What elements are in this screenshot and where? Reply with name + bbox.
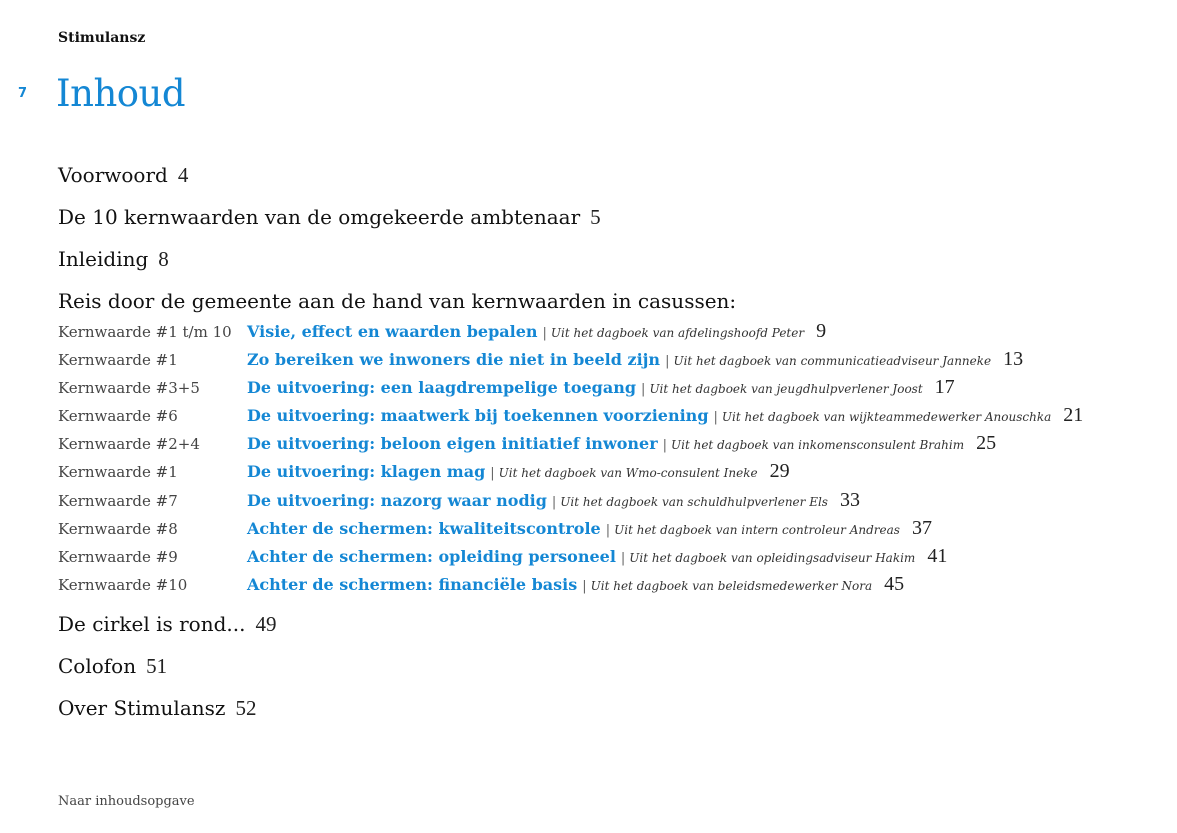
- diary-caption: Uit het dagboek van communicatieadviseur Janneke: [673, 354, 992, 368]
- diary-caption: Uit het dagboek van afdelingshoofd Peter: [550, 326, 805, 340]
- toc-entry-label: Colofon: [58, 654, 137, 678]
- toc-entry-page: 52: [235, 696, 257, 720]
- diary-caption: Uit het dagboek van beleidsmedewerker Nora: [590, 579, 873, 593]
- case-page: 41: [927, 545, 948, 567]
- case-row: [58, 404, 1083, 426]
- case-row: [58, 348, 1023, 370]
- toc-entry-kernwaarden[interactable]: [58, 205, 601, 230]
- diary-caption: Uit het dagboek van wijkteammedewerker Anouschka: [721, 410, 1052, 424]
- diary-caption: Uit het dagboek van inkomensconsulent Brahim: [671, 438, 965, 452]
- toc-entry-over-stimulansz[interactable]: [58, 696, 256, 721]
- separator: |: [582, 579, 587, 594]
- case-topic-link[interactable]: Achter de schermen: financiële basis: [247, 575, 578, 594]
- diary-caption: Uit het dagboek van intern controleur Andreas: [614, 523, 900, 537]
- case-row: [58, 517, 932, 539]
- separator: |: [542, 326, 547, 341]
- case-row: [58, 320, 826, 342]
- case-row: [58, 545, 947, 567]
- kernwaarde-label: Kernwaarde #10: [58, 576, 188, 594]
- toc-entry-label: Inleiding: [58, 247, 149, 271]
- separator: |: [490, 466, 495, 481]
- kernwaarde-label: Kernwaarde #1 t/m 10: [58, 323, 232, 341]
- case-page: 25: [976, 432, 997, 454]
- case-row: [58, 573, 904, 595]
- case-page: 21: [1063, 404, 1084, 426]
- kernwaarde-label: Kernwaarde #7: [58, 492, 178, 510]
- toc-entry-cirkel[interactable]: [58, 612, 276, 637]
- page-title: Inhoud: [56, 72, 186, 115]
- toc-entry-inleiding[interactable]: [58, 247, 169, 272]
- toc-entry-label: De cirkel is rond...: [58, 612, 246, 636]
- toc-entry-colofon[interactable]: [58, 654, 167, 679]
- separator: |: [551, 495, 557, 510]
- case-topic-link[interactable]: Zo bereiken we inwoners die niet in beeld zijn: [247, 350, 661, 369]
- separator: |: [665, 354, 670, 369]
- kernwaarde-label: Kernwaarde #9: [58, 548, 178, 566]
- case-page: 37: [911, 517, 932, 539]
- toc-entry-label: Over Stimulansz: [58, 696, 226, 720]
- separator: |: [713, 410, 718, 425]
- toc-entry-page: 5: [590, 205, 601, 229]
- diary-caption: Uit het dagboek van opleidingsadviseur Hakim: [629, 551, 916, 565]
- toc-entry-label: De 10 kernwaarden van de omgekeerde ambtenaar: [58, 205, 581, 229]
- case-page: 13: [1003, 348, 1024, 370]
- case-topic-link[interactable]: Achter de schermen: opleiding personeel: [247, 547, 616, 566]
- case-page: 29: [769, 460, 790, 482]
- brand-name: Stimulansz: [58, 30, 146, 46]
- toc-entry-page: 49: [255, 612, 277, 636]
- kernwaarde-label: Kernwaarde #3+5: [58, 379, 200, 397]
- case-topic-link[interactable]: De uitvoering: maatwerk bij toekennen voorziening: [247, 406, 709, 425]
- kernwaarde-label: Kernwaarde #2+4: [58, 435, 200, 453]
- toc-entry-page: 4: [177, 163, 189, 187]
- case-topic-link[interactable]: De uitvoering: beloon eigen initiatief inwoner: [247, 434, 658, 453]
- back-to-toc-link[interactable]: Naar inhoudsopgave: [58, 794, 195, 809]
- toc-entry-page: 51: [146, 654, 168, 678]
- toc-entry-label: Voorwoord: [58, 163, 168, 187]
- case-row: [58, 376, 955, 398]
- diary-caption: Uit het dagboek van jeugdhulpverlener Joost: [649, 382, 923, 396]
- kernwaarde-label: Kernwaarde #1: [58, 463, 178, 481]
- separator: |: [641, 382, 646, 397]
- kernwaarde-label: Kernwaarde #6: [58, 407, 178, 425]
- case-topic-link[interactable]: De uitvoering: nazorg waar nodig: [247, 491, 547, 510]
- case-page: 33: [839, 489, 860, 511]
- diary-caption: Uit het dagboek van schuldhulpverlener Els: [560, 495, 828, 509]
- case-topic-link[interactable]: Achter de schermen: kwaliteitscontrole: [247, 519, 601, 538]
- case-row: [58, 489, 860, 511]
- case-page: 17: [934, 376, 955, 398]
- kernwaarde-label: Kernwaarde #8: [58, 520, 178, 538]
- case-topic-link[interactable]: De uitvoering: een laagdrempelige toegang: [247, 378, 637, 397]
- toc-entry-voorwoord[interactable]: [58, 163, 188, 188]
- kernwaarde-label: Kernwaarde #1: [58, 351, 178, 369]
- separator: |: [662, 438, 668, 453]
- case-row: [58, 460, 790, 482]
- page-number: 7: [18, 86, 28, 101]
- case-page: 9: [816, 320, 827, 342]
- case-row: [58, 432, 996, 454]
- toc-entry-page: 8: [158, 247, 169, 271]
- separator: |: [620, 551, 626, 566]
- diary-caption: Uit het dagboek van Wmo-consulent Ineke: [498, 466, 758, 480]
- case-page: 45: [884, 573, 905, 595]
- case-topic-link[interactable]: De uitvoering: klagen mag: [247, 462, 486, 481]
- separator: |: [605, 523, 611, 538]
- case-topic-link[interactable]: Visie, effect en waarden bepalen: [247, 322, 538, 341]
- section-heading: Reis door de gemeente aan de hand van kernwaarden in casussen:: [58, 289, 737, 313]
